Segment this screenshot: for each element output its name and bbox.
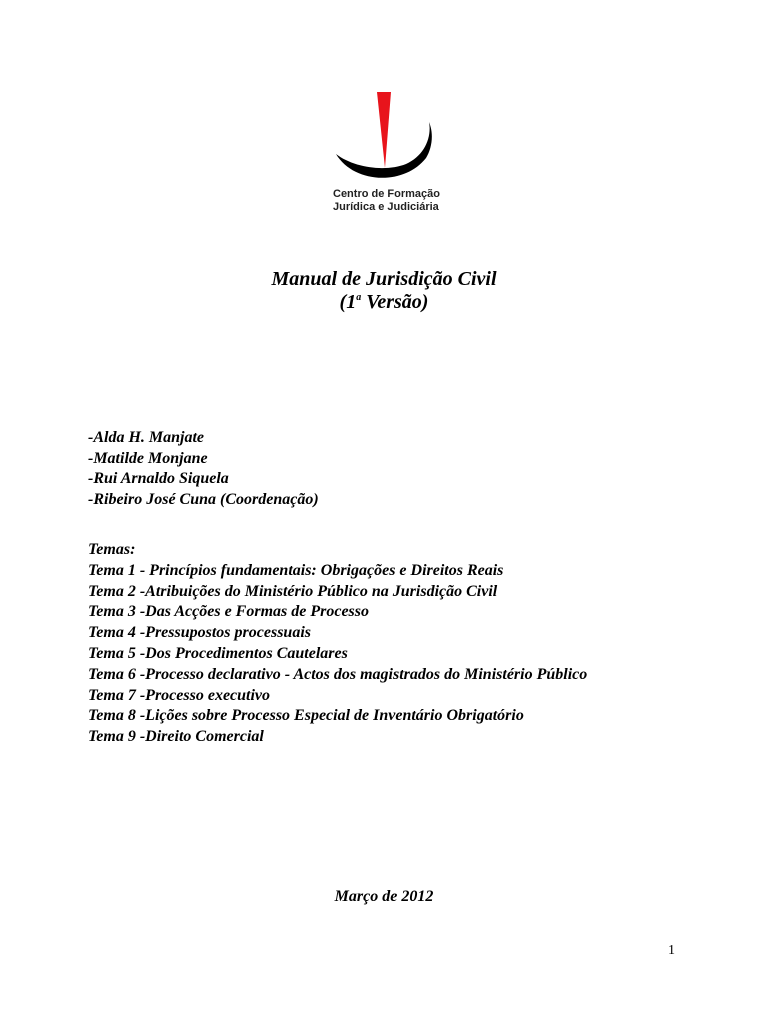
topic-item: Tema 9 -Direito Comercial bbox=[88, 728, 264, 746]
title-line-1: Manual de Jurisdição Civil bbox=[271, 268, 497, 290]
institution-logo bbox=[330, 88, 440, 218]
author-item: -Matilde Monjane bbox=[88, 449, 208, 467]
topics-heading: Temas: bbox=[88, 541, 136, 558]
topic-list bbox=[88, 540, 587, 748]
author-item: -Alda H. Manjate bbox=[88, 429, 205, 446]
logo-text-line-2: Jurídica e Judiciária bbox=[333, 201, 439, 213]
topic-item: Tema 4 -Pressupostos processuais bbox=[88, 624, 311, 642]
logo-text bbox=[333, 188, 440, 214]
document-title bbox=[0, 268, 768, 314]
title-line-2 bbox=[0, 291, 768, 314]
topic-item: Tema 1 - Princípios fundamentais: Obrigações e Direitos Reais bbox=[88, 561, 504, 579]
topic-item: Tema 7 -Processo executivo bbox=[88, 686, 271, 704]
logo-emblem-icon bbox=[330, 88, 440, 188]
topic-item: Tema 6 -Processo declarativo - Actos dos magistrados do Ministério Público bbox=[88, 665, 588, 683]
topic-item: Tema 3 -Das Acções e Formas de Processo bbox=[88, 603, 369, 621]
logo-text-line-1: Centro de Formação bbox=[333, 188, 440, 200]
author-item: -Ribeiro José Cuna (Coordenação) bbox=[88, 490, 319, 508]
publication-date: Março de 2012 bbox=[334, 888, 434, 905]
title-version-prefix: (1 bbox=[339, 291, 357, 313]
topic-item: Tema 2 -Atribuições do Ministério Público na Jurisdição Civil bbox=[88, 582, 498, 600]
author-list bbox=[88, 428, 319, 510]
title-version-superscript: a bbox=[356, 292, 362, 303]
author-item: -Rui Arnaldo Siquela bbox=[88, 470, 229, 487]
title-version-suffix: Versão) bbox=[361, 291, 429, 313]
topic-item: Tema 5 -Dos Procedimentos Cautelares bbox=[88, 644, 348, 662]
page-number: 1 bbox=[668, 943, 675, 958]
topic-item: Tema 8 -Lições sobre Processo Especial de Inventário Obrigatório bbox=[88, 707, 524, 725]
